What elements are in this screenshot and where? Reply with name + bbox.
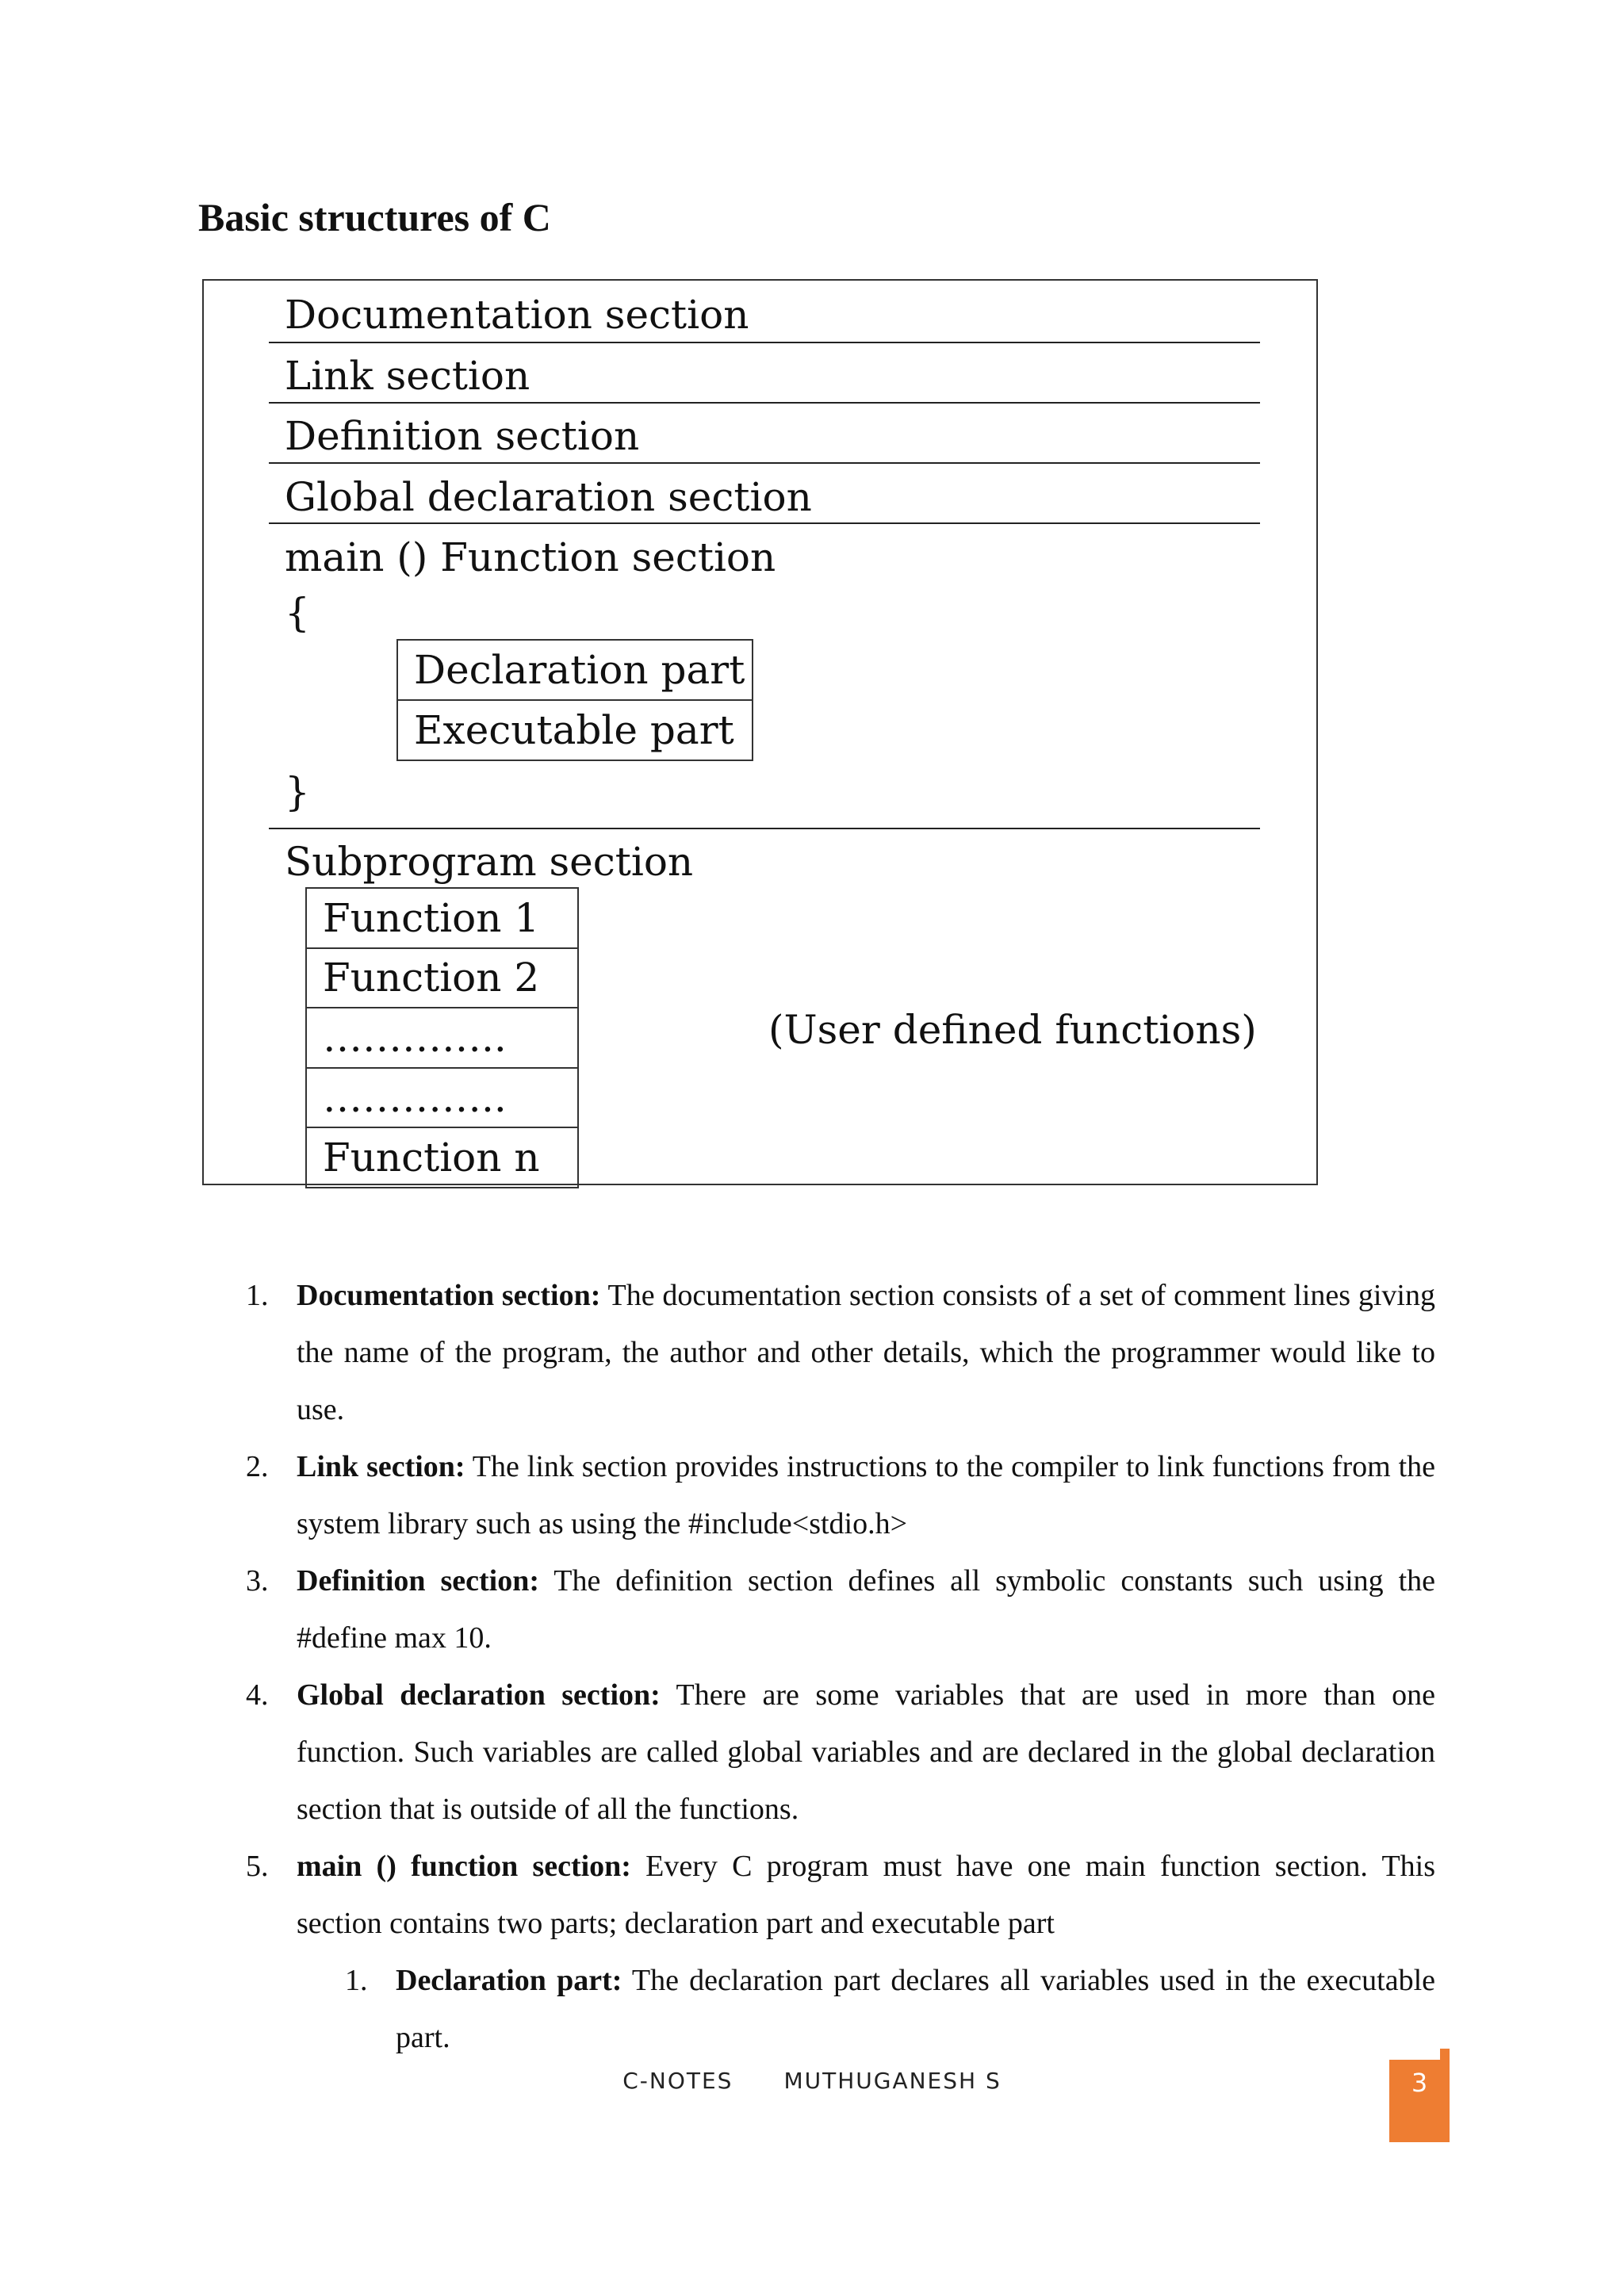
section-definition: Definition section <box>285 413 640 459</box>
function-item-ellipsis: ………….. <box>307 1007 577 1067</box>
section-subprogram: Subprogram section <box>285 839 694 885</box>
footer-title: C-NOTES <box>622 2068 733 2094</box>
list-text: The declaration part declares all variables used in the executable part. <box>396 1964 1435 2054</box>
main-parts-box <box>396 639 753 761</box>
function-item: Function 2 <box>307 947 577 1008</box>
list-text: Every C program must have one main function section. This section contains two parts; declaration part and executable part <box>297 1850 1436 1940</box>
section-divider <box>269 462 1260 464</box>
list-term: Link section: <box>297 1450 465 1483</box>
close-brace: } <box>285 769 310 815</box>
section-main-function: main () Function section <box>285 534 776 580</box>
list-item <box>246 1438 1435 1552</box>
declaration-part: Declaration part <box>414 647 745 693</box>
list-item <box>246 1552 1435 1667</box>
functions-box <box>305 887 579 1188</box>
list-number: 1. <box>345 1964 368 1997</box>
page-number-badge: 3 <box>1389 2060 1450 2142</box>
footer-author: MUTHUGANESH S <box>783 2068 1002 2094</box>
list-number: 3. <box>246 1564 269 1598</box>
c-structure-diagram <box>202 279 1318 1185</box>
list-number: 4. <box>246 1678 269 1712</box>
list-term: Global declaration section: <box>297 1678 661 1712</box>
user-defined-note: (User defined functions) <box>768 1007 1257 1053</box>
section-divider <box>269 828 1260 829</box>
list-text: The link section provides instructions to the compiler to link functions from the system library such as using the #include<stdio.h> <box>297 1450 1435 1540</box>
list-text: There are some variables that are used in more than one function. Such variables are called global variables and are declared in the global declaration section that is outside of all the functions. <box>297 1678 1435 1826</box>
list-number: 1. <box>246 1279 269 1312</box>
section-global-declaration: Global declaration section <box>285 474 812 520</box>
function-item-ellipsis: ………….. <box>307 1067 577 1127</box>
list-item <box>246 1838 1435 1952</box>
page-title: Basic structures of C <box>198 195 551 239</box>
page-footer <box>0 2068 1624 2094</box>
list-text: The documentation section consists of a set of comment lines giving the name of the program, the author and other details, which the programmer would like to use. <box>297 1279 1435 1426</box>
list-term: Documentation section: <box>297 1279 601 1312</box>
list-number: 2. <box>246 1450 269 1483</box>
list-term: Declaration part: <box>396 1964 622 1997</box>
section-divider <box>269 522 1260 524</box>
list-term: Definition section: <box>297 1564 540 1598</box>
list-item <box>246 1267 1435 1438</box>
function-item: Function 1 <box>323 894 540 941</box>
executable-part: Executable part <box>398 699 752 760</box>
open-brace: { <box>285 590 310 636</box>
section-documentation: Documentation section <box>285 292 749 338</box>
list-term: main () function section: <box>297 1850 631 1883</box>
list-text: The definition section defines all symbolic constants such using the #define max 10. <box>297 1564 1436 1655</box>
section-link: Link section <box>285 353 530 399</box>
function-item: Function n <box>307 1127 577 1187</box>
sub-list-item <box>345 1952 1435 2066</box>
section-divider <box>269 402 1260 404</box>
list-number: 5. <box>246 1850 269 1883</box>
section-divider <box>269 342 1260 343</box>
list-item <box>246 1667 1435 1838</box>
section-descriptions <box>246 1267 1435 2066</box>
